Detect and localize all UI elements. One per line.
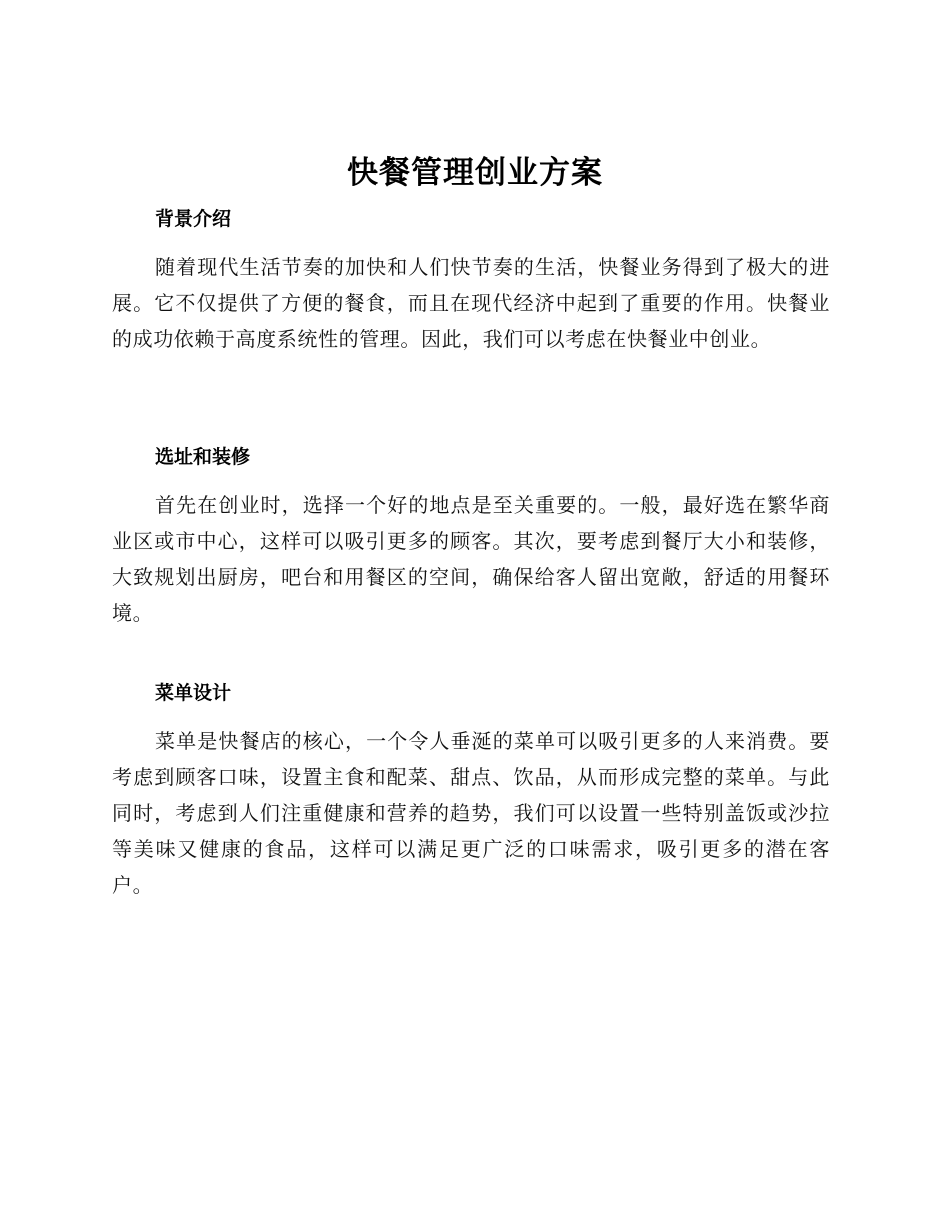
document-title: 快餐管理创业方案 [347,155,603,191]
section-heading: 背景介绍 [155,208,232,230]
section-menu-design [112,679,830,903]
section-paragraph: 首先在创业时，选择一个好的地点是至关重要的。一般，最好选在繁华商业区或市中心，这样可以吸引更多的顾客。其次，要考虑到餐厅大小和装修，大致规划出厨房，吧台和用餐区的空间，确保给客人留出宽敞，舒适的用餐环境。 [112,493,830,625]
section-paragraph: 随着现代生活节奏的加快和人们快节奏的生活，快餐业务得到了极大的进展。它不仅提供了方便的餐食，而且在现代经济中起到了重要的作用。快餐业的成功依赖于高度系统性的管理。因此，我们可以考虑在快餐业中创业。 [112,255,830,351]
section-location-decoration [112,443,830,631]
section-heading: 选址和装修 [155,446,251,468]
section-heading: 菜单设计 [155,682,232,704]
section-background [112,205,830,357]
section-paragraph: 菜单是快餐店的核心，一个令人垂涎的菜单可以吸引更多的人来消费。要考虑到顾客口味，设置主食和配菜、甜点、饮品，从而形成完整的菜单。与此同时，考虑到人们注重健康和营养的趋势，我们可以设置一些特别盖饭或沙拉等美味又健康的食品，这样可以满足更广泛的口味需求，吸引更多的潜在客户。 [112,729,830,897]
